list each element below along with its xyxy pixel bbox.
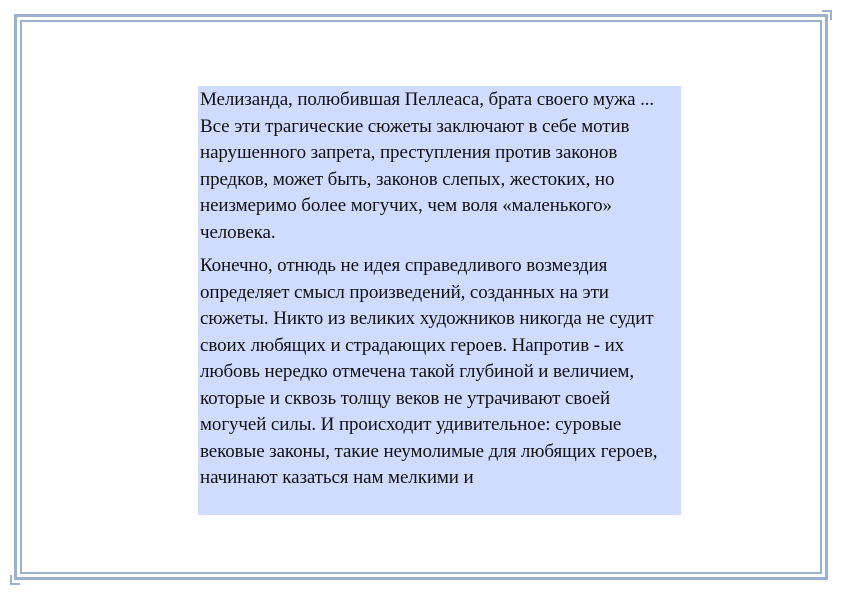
- text-block: [198, 86, 681, 515]
- paragraph-2: Конечно, отнюдь не идея справедливого возмездия определяет смысл произведений, созданных на эти сюжеты. Никто из великих художников никогда не судит своих любящих и страдающих героев. Напротив - их любовь нередко отмечена такой глубиной и величием, которые и сквозь толщу веков не утрачивают своей могучей силы. И происходит удивительное: суровые вековые законы, такие неумолимые для любящих героев, начинают казаться нам мелкими и: [200, 255, 658, 488]
- paragraph-1: Мелизанда, полюбившая Пеллеаса, брата своего мужа ... Все эти трагические сюжеты заключают в себе мотив нарушенного запрета, преступления против законов предков, может быть, законов слепых, жестоких, но неизмеримо более могучих, чем воля «маленького» человека.: [200, 89, 655, 243]
- frame-corner-top-right: [822, 10, 832, 20]
- frame-corner-bottom-left: [10, 575, 20, 585]
